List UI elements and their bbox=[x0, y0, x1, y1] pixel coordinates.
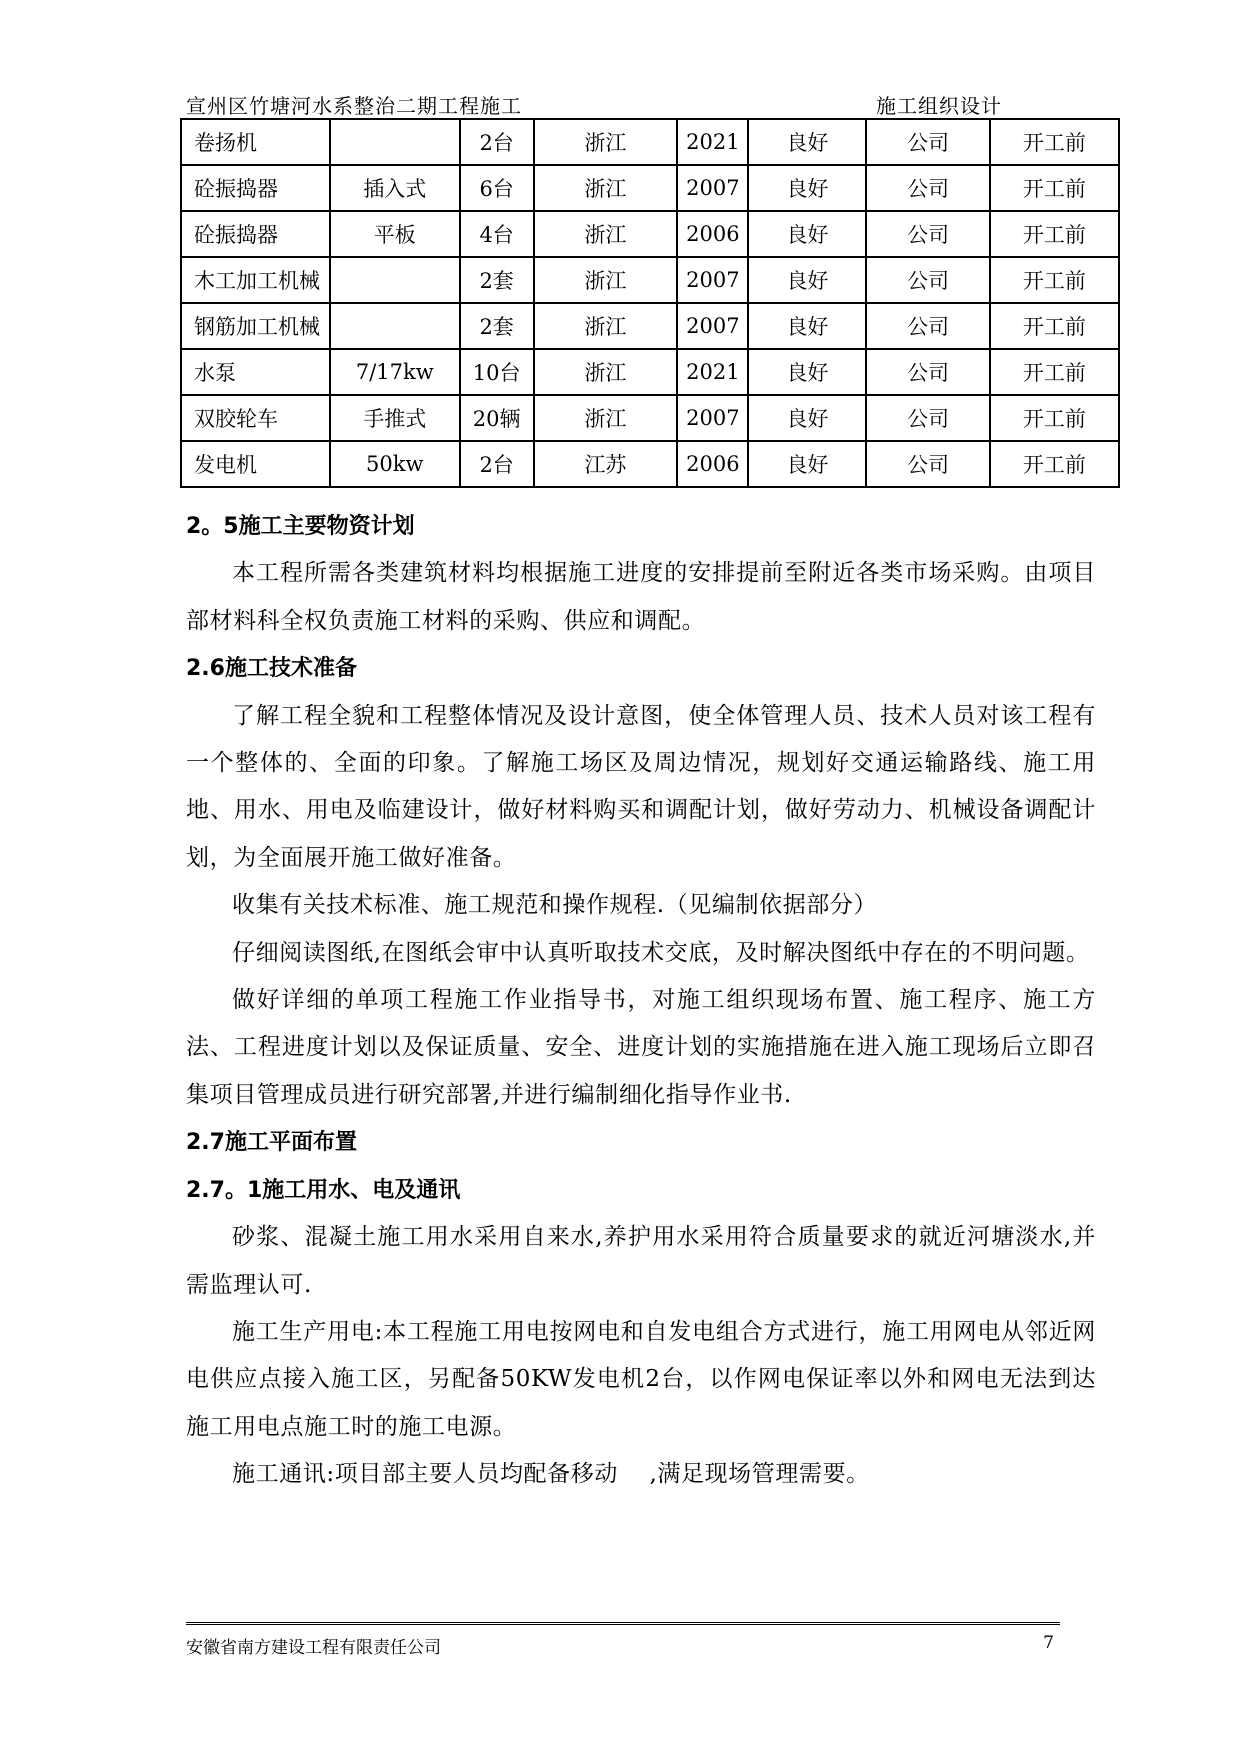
table-cell: 开工前 bbox=[990, 257, 1119, 303]
table-cell: 良好 bbox=[748, 349, 866, 395]
table-cell: 开工前 bbox=[990, 165, 1119, 211]
page-header bbox=[186, 88, 1086, 119]
table-cell: 卷扬机 bbox=[181, 119, 330, 165]
section-2-6-paragraph-3: 仔细阅读图纸,在图纸会审中认真听取技术交底，及时解决图纸中存在的不明问题。 bbox=[232, 939, 1090, 966]
table-cell: 浙江 bbox=[534, 257, 678, 303]
equipment-table bbox=[180, 118, 1120, 488]
table-row bbox=[181, 257, 1119, 303]
table-row bbox=[181, 441, 1119, 487]
table-cell bbox=[330, 119, 460, 165]
section-2-6-paragraph-2: 收集有关技术标准、施工规范和操作规程.（见编制依据部分） bbox=[232, 892, 878, 919]
table-row bbox=[181, 395, 1119, 441]
table-cell: 2021 bbox=[677, 349, 748, 395]
table-cell: 2006 bbox=[677, 441, 748, 487]
table-cell: 公司 bbox=[866, 349, 989, 395]
table-cell: 双胶轮车 bbox=[181, 395, 330, 441]
table-cell: 6台 bbox=[460, 165, 534, 211]
table-cell: 2套 bbox=[460, 257, 534, 303]
table-cell: 浙江 bbox=[534, 349, 678, 395]
table-cell: 50kw bbox=[330, 441, 460, 487]
section-2-7-1-paragraph-2: 施工生产用电:本工程施工用电按网电和自发电组合方式进行，施工用网电从邻近网电供应点接入施工区，另配备50KW发电机2台，以作网电保证率以外和网电无法到达施工用电点施工时的施工电源。 bbox=[186, 1318, 1096, 1440]
table-cell: 浙江 bbox=[534, 119, 678, 165]
table-row bbox=[181, 119, 1119, 165]
table-row bbox=[181, 211, 1119, 257]
table-cell: 公司 bbox=[866, 119, 989, 165]
table-cell: 4台 bbox=[460, 211, 534, 257]
table-cell: 2007 bbox=[677, 395, 748, 441]
table-cell: 发电机 bbox=[181, 441, 330, 487]
section-2-7-1-title: 2.7。1施工用水、电及通讯 bbox=[186, 1177, 461, 1203]
table-cell: 公司 bbox=[866, 211, 989, 257]
table-cell: 平板 bbox=[330, 211, 460, 257]
table-cell: 开工前 bbox=[990, 303, 1119, 349]
table-cell: 2007 bbox=[677, 257, 748, 303]
table-cell: 手推式 bbox=[330, 395, 460, 441]
table-cell: 10台 bbox=[460, 349, 534, 395]
table-cell: 良好 bbox=[748, 257, 866, 303]
table-cell: 开工前 bbox=[990, 349, 1119, 395]
page-number: 7 bbox=[1043, 1633, 1054, 1653]
table-cell: 7/17kw bbox=[330, 349, 460, 395]
table-cell: 良好 bbox=[748, 119, 866, 165]
table-cell: 浙江 bbox=[534, 211, 678, 257]
section-2-7-1-paragraph-3: 施工通讯:项目部主要人员均配备移动 ,满足现场管理需要。 bbox=[232, 1461, 870, 1488]
table-cell: 2007 bbox=[677, 165, 748, 211]
table-cell: 开工前 bbox=[990, 441, 1119, 487]
table-cell: 公司 bbox=[866, 395, 989, 441]
table-cell: 公司 bbox=[866, 441, 989, 487]
table-row bbox=[181, 165, 1119, 211]
table-cell: 良好 bbox=[748, 395, 866, 441]
table-cell: 浙江 bbox=[534, 165, 678, 211]
section-2-7-title: 2.7施工平面布置 bbox=[186, 1130, 357, 1156]
table-cell: 公司 bbox=[866, 303, 989, 349]
table-cell: 20辆 bbox=[460, 395, 534, 441]
table-cell: 2007 bbox=[677, 303, 748, 349]
section-2-5-title: 2。5施工主要物资计划 bbox=[186, 514, 415, 539]
table-cell: 良好 bbox=[748, 303, 866, 349]
table-cell: 开工前 bbox=[990, 119, 1119, 165]
table-cell: 砼振捣器 bbox=[181, 165, 330, 211]
page-footer bbox=[186, 1622, 1060, 1665]
section-2-5-paragraph: 本工程所需各类建筑材料均根据施工进度的安排提前至附近各类市场采购。由项目部材料科全权负责施工材料的采购、供应和调配。 bbox=[186, 560, 1096, 634]
table-cell: 木工加工机械 bbox=[181, 257, 330, 303]
table-cell: 钢筋加工机械 bbox=[181, 303, 330, 349]
table-cell: 开工前 bbox=[990, 395, 1119, 441]
table-cell: 江苏 bbox=[534, 441, 678, 487]
table-cell: 2006 bbox=[677, 211, 748, 257]
table-cell bbox=[330, 303, 460, 349]
table-cell: 公司 bbox=[866, 165, 989, 211]
table-cell: 开工前 bbox=[990, 211, 1119, 257]
table-cell: 公司 bbox=[866, 257, 989, 303]
table-cell: 良好 bbox=[748, 441, 866, 487]
footer-company: 安徽省南方建设工程有限责任公司 bbox=[186, 1638, 441, 1658]
table-cell: 水泵 bbox=[181, 349, 330, 395]
section-2-6-title: 2.6施工技术准备 bbox=[186, 656, 357, 682]
table-cell: 浙江 bbox=[534, 395, 678, 441]
document-body bbox=[186, 503, 1096, 1499]
section-2-6-paragraph-1: 了解工程全貌和工程整体情况及设计意图，使全体管理人员、技术人员对该工程有一个整体的、全面的印象。了解施工场区及周边情况，规划好交通运输路线、施工用地、用水、用电及临建设计，做好材料购买和调配计划，做好劳动力、机械设备调配计划，为全面展开施工做好准备。 bbox=[186, 702, 1096, 871]
table-cell: 良好 bbox=[748, 165, 866, 211]
header-doc-type: 施工组织设计 bbox=[876, 94, 1002, 118]
header-project-title: 宣州区竹塘河水系整治二期工程施工 bbox=[186, 94, 522, 118]
section-2-6-paragraph-4: 做好详细的单项工程施工作业指导书，对施工组织现场布置、施工程序、施工方法、工程进度计划以及保证质量、安全、进度计划的实施措施在进入施工现场后立即召集项目管理成员进行研究部署,并进行编制细化指导作业书. bbox=[186, 987, 1096, 1108]
table-cell bbox=[330, 257, 460, 303]
table-row bbox=[181, 303, 1119, 349]
section-2-7-1-paragraph-1: 砂浆、混凝土施工用水采用自来水,养护用水采用符合质量要求的就近河塘淡水,并需监理认可. bbox=[186, 1224, 1096, 1298]
table-cell: 良好 bbox=[748, 211, 866, 257]
table-cell: 2台 bbox=[460, 441, 534, 487]
table-cell: 浙江 bbox=[534, 303, 678, 349]
table-row bbox=[181, 349, 1119, 395]
table-cell: 2套 bbox=[460, 303, 534, 349]
table-cell: 砼振捣器 bbox=[181, 211, 330, 257]
table-cell: 2021 bbox=[677, 119, 748, 165]
table-cell: 2台 bbox=[460, 119, 534, 165]
table-cell: 插入式 bbox=[330, 165, 460, 211]
